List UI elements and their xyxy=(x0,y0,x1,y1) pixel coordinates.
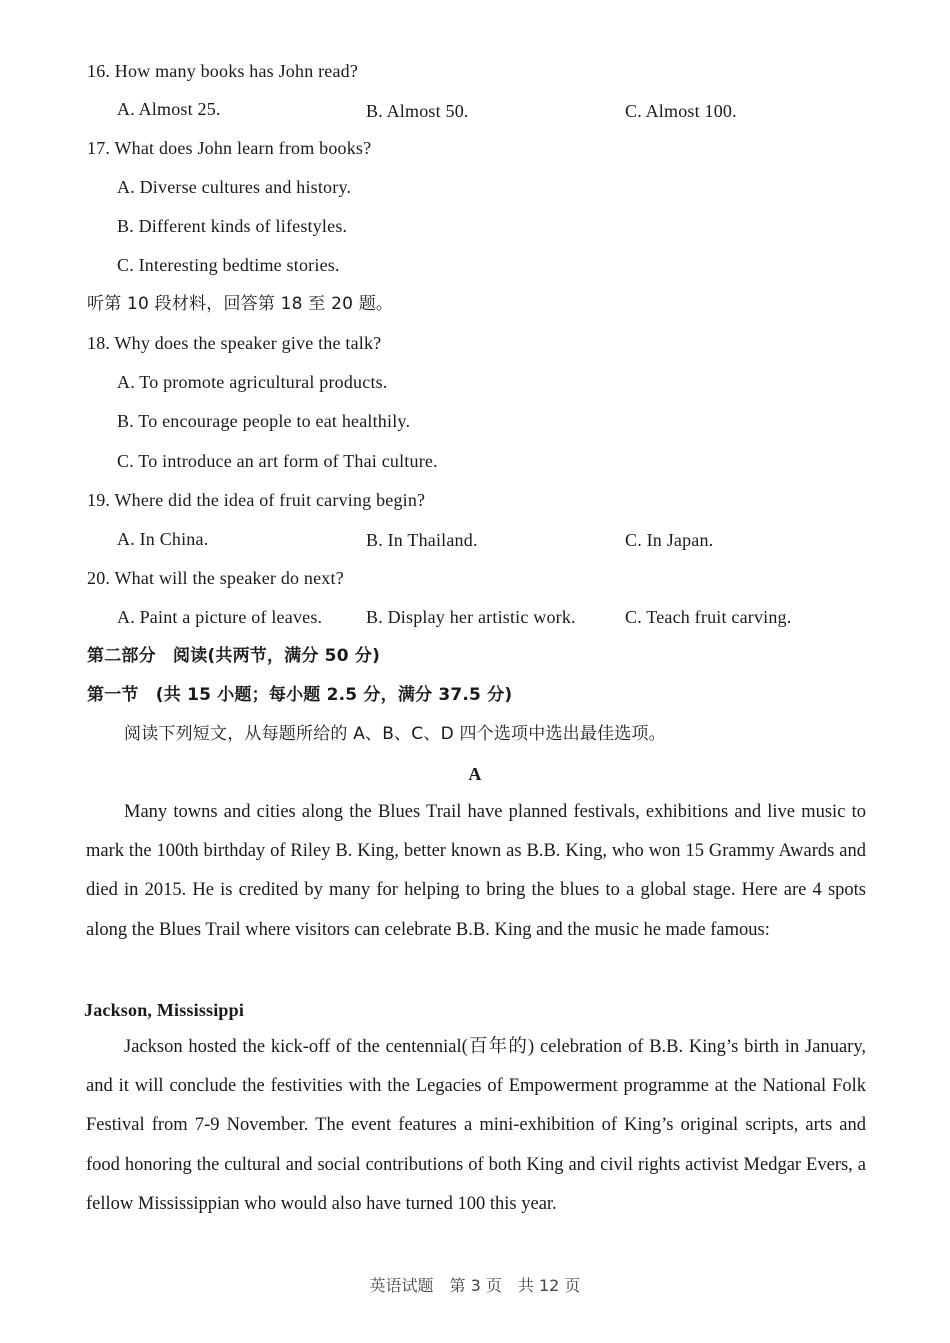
q17-option-b: B. Different kinds of lifestyles. xyxy=(117,216,348,236)
jackson-heading: Jackson, Mississippi xyxy=(84,1000,245,1020)
question-17: 17. What does John learn from books? xyxy=(87,138,372,158)
question-20: 20. What will the speaker do next? xyxy=(87,568,344,588)
q19-option-b: B. In Thailand. xyxy=(366,530,478,550)
passage-intro-text: Many towns and cities along the Blues Trail have planned festivals, exhibitions and live music to mark the 100th birthday of Riley B. King, better known as B.B. King, who won 15 Grammy Awards and died in 2015. He is credited by many for helping to bring the blues to a global stage. Here are 4 spots along the Blues Trail where visitors can celebrate B.B. King and the music he made famous: xyxy=(86,802,866,940)
q20-option-b: B. Display her artistic work. xyxy=(366,607,576,627)
question-16: 16. How many books has John read? xyxy=(87,61,359,81)
jackson-paragraph xyxy=(86,1028,866,1224)
q18-option-b: B. To encourage people to eat healthily. xyxy=(117,411,411,431)
page-footer: 英语试题 第 3 页 共 12 页 xyxy=(369,1276,581,1295)
passage-label: A xyxy=(468,764,482,784)
q16-option-b: B. Almost 50. xyxy=(366,101,469,121)
q19-option-a: A. In China. xyxy=(117,529,209,549)
q18-option-c: C. To introduce an art form of Thai culture. xyxy=(117,451,438,471)
q19-option-c: C. In Japan. xyxy=(625,530,714,550)
reading-instruction: 阅读下列短文，从每题所给的 A、B、C、D 四个选项中选出最佳选项。 xyxy=(124,724,666,744)
section1-title: 第一节 (共 15 小题；每小题 2.5 分，满分 37.5 分) xyxy=(87,685,513,705)
q17-option-c: C. Interesting bedtime stories. xyxy=(117,255,340,275)
jackson-text: Jackson hosted the kick-off of the centennial(百年的) celebration of B.B. King’s birth in January, and it will conclude the festivities with the Legacies of Empowerment programme at the National Folk Festival from 7-9 November. The event features a mini-exhibition of King’s original scripts, arts and food honoring the cultural and social contributions of both King and civil rights activist Medgar Evers, a fellow Mississippian who would also have turned 100 this year. xyxy=(86,1037,866,1214)
q16-option-c: C. Almost 100. xyxy=(625,101,737,121)
question-19: 19. Where did the idea of fruit carving begin? xyxy=(87,490,426,510)
question-18: 18. Why does the speaker give the talk? xyxy=(87,333,382,353)
q17-option-a: A. Diverse cultures and history. xyxy=(117,177,352,197)
q18-option-a: A. To promote agricultural products. xyxy=(117,372,388,392)
part2-title: 第二部分 阅读(共两节，满分 50 分) xyxy=(87,646,381,666)
q16-option-a: A. Almost 25. xyxy=(117,99,221,119)
q20-option-a: A. Paint a picture of leaves. xyxy=(117,607,323,627)
q20-option-c: C. Teach fruit carving. xyxy=(625,607,792,627)
passage-intro xyxy=(86,793,866,950)
listening-instruction: 听第 10 段材料，回答第 18 至 20 题。 xyxy=(87,294,394,314)
